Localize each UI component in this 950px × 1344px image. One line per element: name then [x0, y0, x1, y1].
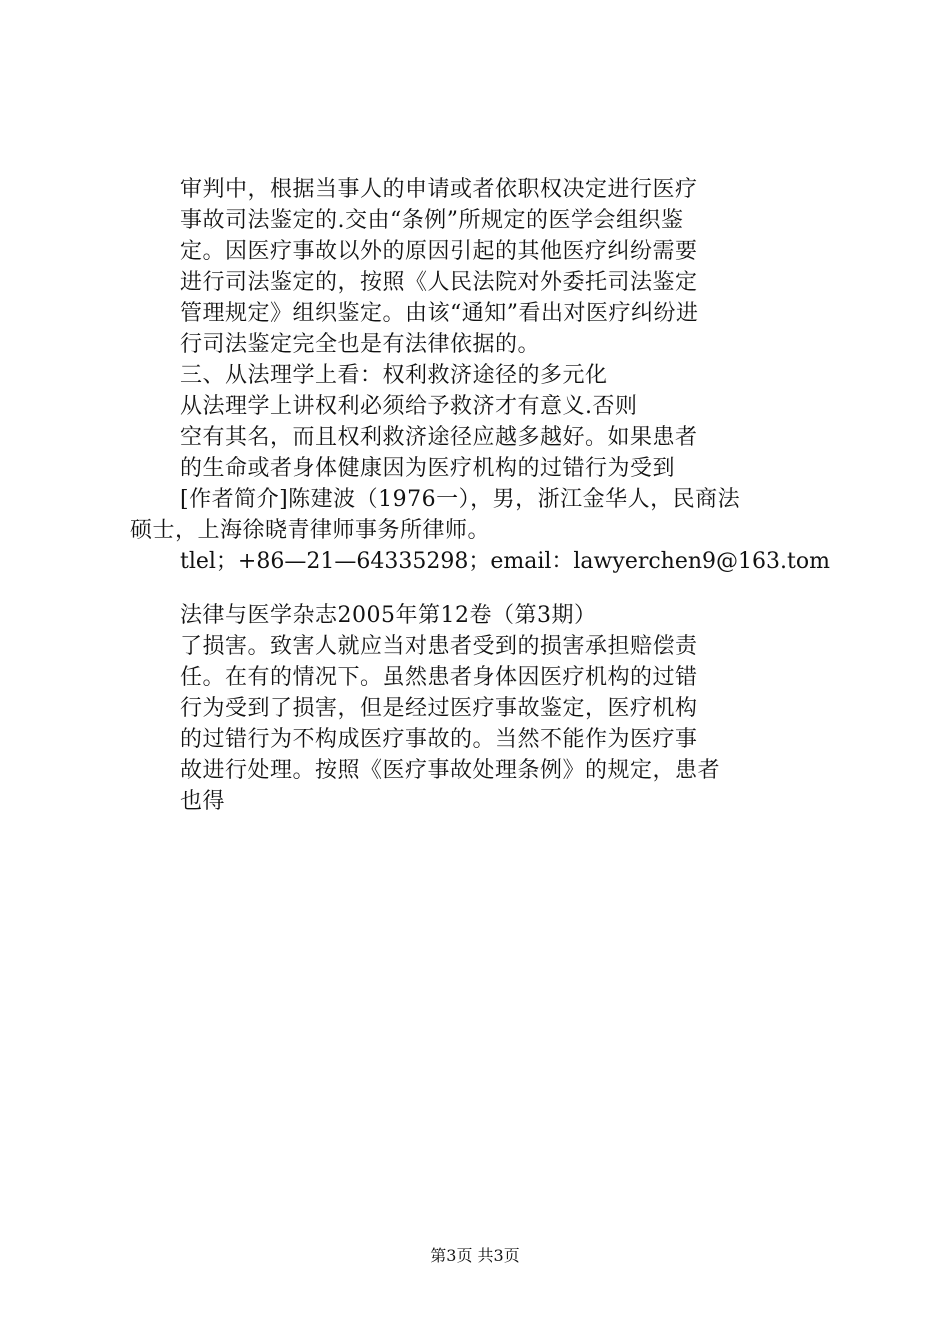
author-note-line: 硕士，上海徐晓青律师事务所律师。 [130, 518, 491, 543]
text-line: 事故司法鉴定的.交由“条例”所规定的医学会组织鉴 [180, 208, 684, 233]
text-line: 定。因医疗事故以外的原因引起的其他医疗纠纷需要 [180, 239, 698, 264]
text-line: 审判中，根据当事人的申请或者依职权决定进行医疗 [180, 177, 698, 202]
text-line: 从法理学上讲权利必须给予救济才有意义.否则 [180, 394, 638, 419]
text-line: 进行司法鉴定的，按照《人民法院对外委托司法鉴定 [180, 270, 698, 295]
text-line: 空有其名，而且权利救济途径应越多越好。如果患者 [180, 425, 698, 450]
section-heading: 三、从法理学上看：权利救济途径的多元化 [180, 363, 608, 388]
text-line: 也得 [180, 789, 226, 814]
text-line: 故进行处理。按照《医疗事故处理条例》的规定，患者 [180, 758, 721, 783]
contact-line: tlel；+86—21—64335298；email：lawyerchen9@163.tom [180, 549, 830, 574]
text-line: 行为受到了损害，但是经过医疗事故鉴定，医疗机构 [180, 696, 698, 721]
journal-citation: 法律与医学杂志2005年第12卷（第3期） [180, 603, 597, 628]
text-line: 了损害。致害人就应当对患者受到的损害承担赔偿责 [180, 634, 698, 659]
text-line: 的生命或者身体健康因为医疗机构的过错行为受到 [180, 456, 676, 481]
text-line: 管理规定》组织鉴定。由该“通知”看出对医疗纠纷进 [180, 301, 699, 326]
text-line: 任。在有的情况下。虽然患者身体因医疗机构的过错 [180, 665, 698, 690]
author-note-line: [作者简介]陈建波（1976一），男，浙江金华人，民商法 [180, 487, 741, 512]
text-line: 的过错行为不构成医疗事故的。当然不能作为医疗事 [180, 727, 698, 752]
page-number: 第3页 共3页 [430, 1246, 520, 1265]
text-line: 行司法鉴定完全也是有法律依据的。 [180, 332, 541, 357]
